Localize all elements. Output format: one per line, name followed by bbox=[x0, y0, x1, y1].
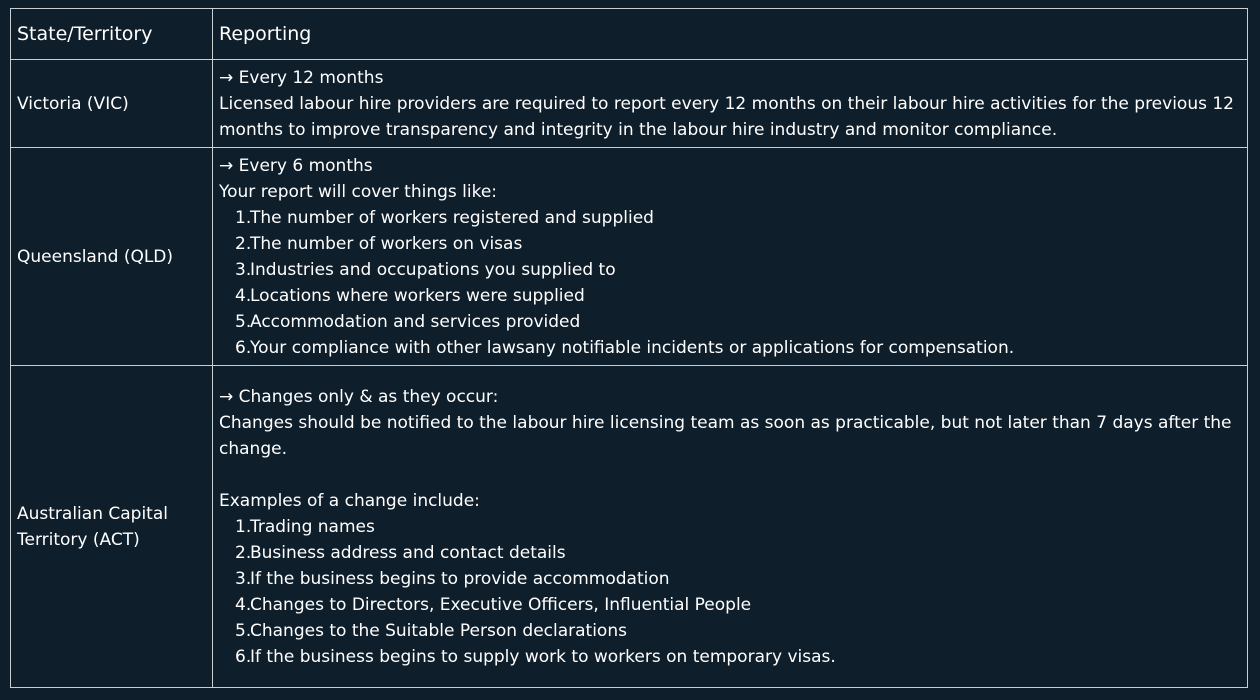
list-number: 6. bbox=[235, 337, 252, 358]
list-number: 5. bbox=[235, 311, 252, 332]
frequency-text: → Every 12 months bbox=[219, 67, 384, 88]
state-cell: Victoria (VIC) bbox=[11, 60, 213, 148]
intro-text: Your report will cover things like: bbox=[219, 181, 498, 202]
list-item-text: The number of workers on visas bbox=[250, 233, 523, 254]
list-item-text: Business address and contact details bbox=[250, 542, 566, 563]
list-item bbox=[235, 335, 1241, 361]
list-number: 6. bbox=[235, 646, 252, 667]
list-item bbox=[235, 540, 1241, 566]
list-number: 3. bbox=[235, 259, 252, 280]
list-item-text: Changes to Directors, Executive Officers, Influential People bbox=[250, 594, 752, 615]
intro-text: Examples of a change include: bbox=[219, 490, 480, 511]
list-number: 3. bbox=[235, 568, 252, 589]
list-number: 2. bbox=[235, 542, 252, 563]
table-header-row bbox=[11, 9, 1248, 60]
list-item-text: Trading names bbox=[250, 516, 375, 537]
numbered-list bbox=[219, 205, 1241, 361]
state-cell: Australian Capital Territory (ACT) bbox=[11, 366, 213, 688]
list-item bbox=[235, 592, 1241, 618]
frequency-text: → Changes only & as they occur: bbox=[219, 386, 499, 407]
list-item bbox=[235, 257, 1241, 283]
reporting-cell bbox=[213, 366, 1248, 688]
list-item-text: The number of workers registered and supplied bbox=[250, 207, 654, 228]
state-cell: Queensland (QLD) bbox=[11, 148, 213, 366]
reporting-table bbox=[10, 8, 1248, 688]
list-number: 2. bbox=[235, 233, 252, 254]
list-number: 4. bbox=[235, 594, 252, 615]
list-number: 5. bbox=[235, 620, 252, 641]
list-item-text: Industries and occupations you supplied to bbox=[250, 259, 616, 280]
reporting-cell bbox=[213, 148, 1248, 366]
description-text: Changes should be notified to the labour hire licensing team as soon as practicable, but not later than 7 days after the change. bbox=[219, 412, 1232, 459]
header-reporting: Reporting bbox=[213, 9, 1248, 60]
list-item bbox=[235, 566, 1241, 592]
list-item-text: If the business begins to provide accommodation bbox=[250, 568, 670, 589]
spacer bbox=[219, 462, 1241, 488]
list-item bbox=[235, 644, 1241, 670]
list-number: 1. bbox=[235, 516, 252, 537]
list-item bbox=[235, 618, 1241, 644]
list-number: 1. bbox=[235, 207, 252, 228]
list-item bbox=[235, 231, 1241, 257]
list-item-text: Changes to the Suitable Person declarations bbox=[250, 620, 627, 641]
table-row bbox=[11, 148, 1248, 366]
numbered-list bbox=[219, 514, 1241, 670]
list-item bbox=[235, 205, 1241, 231]
list-item bbox=[235, 514, 1241, 540]
reporting-cell bbox=[213, 60, 1248, 148]
table-row bbox=[11, 366, 1248, 688]
frequency-text: → Every 6 months bbox=[219, 155, 373, 176]
list-item-text: If the business begins to supply work to workers on temporary visas. bbox=[250, 646, 836, 667]
description-text: Licensed labour hire providers are required to report every 12 months on their labour hire activities for the previous 12 months to improve transparency and integrity in the labour hire industry and monitor compliance. bbox=[219, 93, 1234, 140]
list-item-text: Your compliance with other lawsany notifiable incidents or applications for compensation. bbox=[250, 337, 1015, 358]
header-state: State/Territory bbox=[11, 9, 213, 60]
table-row bbox=[11, 60, 1248, 148]
list-item-text: Locations where workers were supplied bbox=[250, 285, 585, 306]
list-item-text: Accommodation and services provided bbox=[250, 311, 581, 332]
list-item bbox=[235, 283, 1241, 309]
list-item bbox=[235, 309, 1241, 335]
list-number: 4. bbox=[235, 285, 252, 306]
